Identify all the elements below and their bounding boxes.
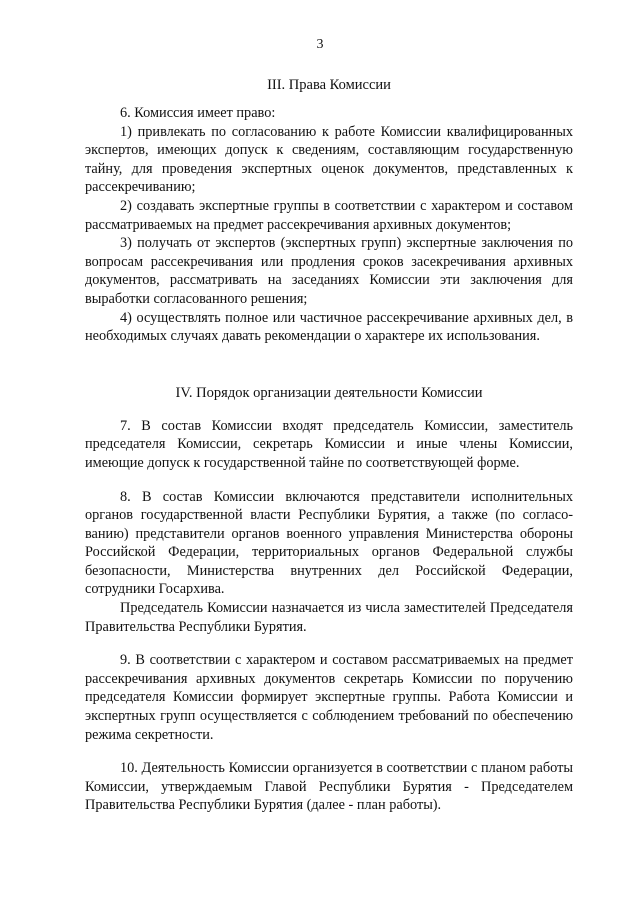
paragraph-8: 8. В состав Комиссии включаются представители исполнительных органов государственной власти Республики Бурятия, а также (по согласованию) представители органов военного управления Министерства обороны Российской Федерации, территориальных органов Федеральной службы безопасности, Министерства внутренних дел Российской Федерации, сотрудники Госархива. xyxy=(85,488,573,598)
paragraph-6: 6. Комиссия имеет право: xyxy=(120,105,276,121)
section-heading: IV. Порядок организации деятельности Комиссии xyxy=(175,384,483,401)
paragraph-9: 9. В соответствии с характером и составом рассматриваемых на предмет рассекречивания архивных документов секретарь Комиссии по поручению председателя Комиссии формирует экспертные группы. Работа Комиссии и экспертных групп осуществляется с соблюдением требований по обеспечению режима секретности. xyxy=(85,652,573,743)
paragraph-8-chair: Председатель Комиссии назначается из числа заместителей Председателя Правительства Республики Бурятия. xyxy=(85,600,573,635)
section-commission-organization xyxy=(85,384,573,815)
paragraph-6-item-1: 1) привлекать по согласованию к работе Комиссии квалифицированных экспертов, имеющих допуск к сведениям, составляющим государственную тайну, для проведения экспертных оценок документов, представленных к рассекречиванию; xyxy=(85,123,573,196)
section-heading: III. Права Комиссии xyxy=(267,77,391,93)
paragraph-6-item-4: 4) осуществлять полное или частичное рассекречивание архивных дел, в необходимых случаях давать рекомендации о характере их использования. xyxy=(85,309,573,345)
paragraph-6-item-2: 2) создавать экспертные группы в соответствии с характером и составом рассматриваемых на предмет рассекречивания архивных документов; xyxy=(85,197,573,233)
paragraph-7: 7. В состав Комиссии входят председатель Комиссии, заместитель председателя Комиссии, секретарь Комиссии и иные члены Комиссии, имеющие допуск к государственной тайне по соответствующей форме. xyxy=(85,417,573,471)
page-number: 3 xyxy=(316,37,324,52)
paragraph-10: 10. Деятельность Комиссии организуется в соответствии с планом работы Комиссии, утверждаемым Главой Республики Бурятия - Председателем Правительства Республики Бурятия (далее - план работы). xyxy=(85,760,573,814)
document-body xyxy=(85,76,573,815)
paragraph-6-item-3: 3) получать от экспертов (экспертных групп) экспертные заключения по вопросам рассекречивания или продления сроков засекречивания архивных документов, рассматривать на заседаниях Комиссии эти заключения для выработки согласованного решения; xyxy=(85,235,573,307)
section-commission-rights xyxy=(85,76,573,346)
